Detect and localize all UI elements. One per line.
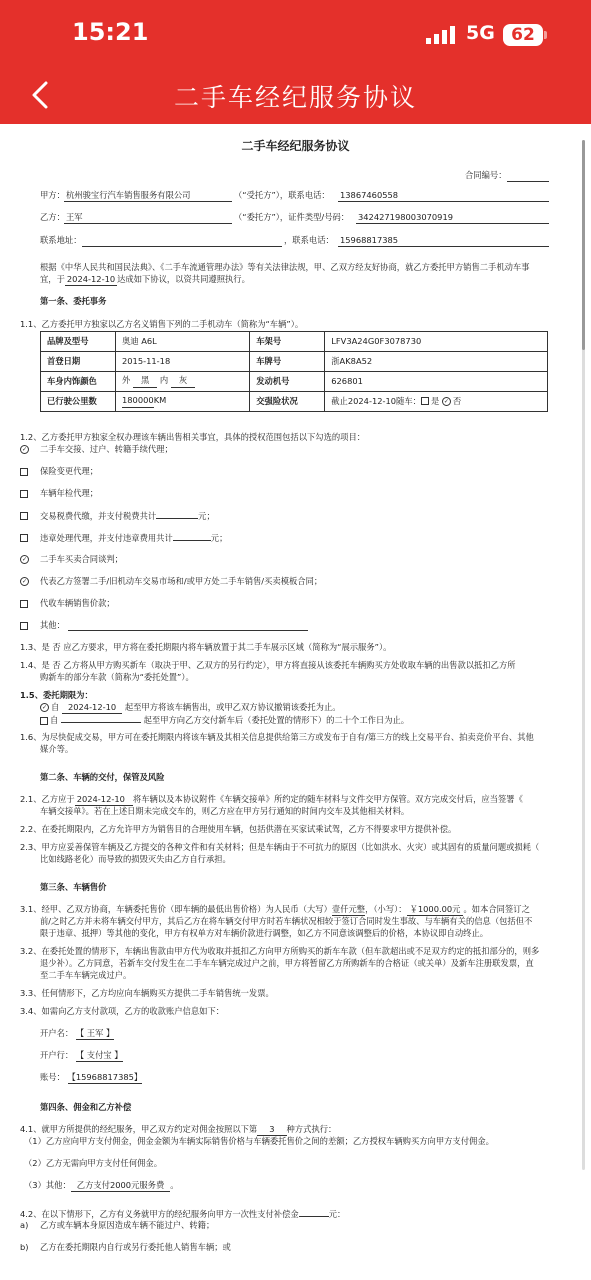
clause-4-2-a: 乙方或车辆本身原因造成车辆不能过户、转籍； (40, 1220, 215, 1230)
party-a-phone: 13867460558 (340, 190, 399, 200)
party-b-name: 王军 (66, 212, 83, 222)
section-3-heading: 第三条、车辆售价 (40, 882, 107, 892)
list-item[interactable]: ✓ (21, 556, 28, 563)
table-row: 已行驶公里数 180000KM 交强险状况 截止2024-12-10随车： 是 ✓ 否 (41, 392, 548, 412)
clause-1-1: 1.1、乙方委托甲方独家以乙方名义销售下列的二手机动车（简称为“车辆”）。 (20, 319, 304, 329)
clause-2-2: 2.2、在委托期限内，乙方允许甲方为销售目的合理使用车辆，包括供潜在买家试乘试驾，乙方不得要求甲方提供补偿。 (20, 824, 457, 834)
contract-no-line (507, 181, 549, 182)
party-b-line (64, 223, 232, 224)
address-phone-label: ，联系电话： (284, 235, 334, 245)
clause-4-2-a-label: a) (20, 1220, 29, 1230)
preamble-line-1: 根据《中华人民共和国民法典》、《二手车流通管理办法》等有关法律法规，甲、乙双方经友好协商，就乙方委托甲方销售二手机动车事 (40, 262, 530, 272)
clause-2-3-line-2: 比如线路老化）而导致的损毁灭失由乙方自行承担。 (40, 854, 231, 864)
checkbox-insurance-no[interactable]: ✓ (443, 397, 449, 405)
clause-1-6-line-1: 1.6、为尽快促成交易，甲方可在委托期限内将该车辆及其相关信息提供给第三方或发布于自有/第三方的线上交易平台、拍卖竞价平台、其他 (20, 732, 534, 742)
status-bar (0, 0, 591, 68)
auth-item-label: 代表乙方签署二手/旧机动车交易市场和/或甲方处二手车销售/买卖模板合同； (40, 576, 323, 586)
table-row: 品牌及型号 奥迪 A6L 车架号 LFV3A24G0F3078730 (41, 332, 548, 352)
clause-1-4-line-2: 购新车的部分车款（简称为“委托处置”）。 (40, 672, 194, 682)
auth-item-label: 二手车交接、过户、转籍手续代理； (40, 444, 173, 454)
list-item[interactable]: ✓ (21, 578, 28, 585)
section-2-heading: 第二条、车辆的交付，保管及风险 (40, 772, 165, 782)
battery-level: 62 (511, 25, 535, 45)
checkbox-insurance-yes[interactable] (421, 397, 429, 405)
network-type: 5G (466, 22, 495, 44)
party-b-id: 342427198003070919 (358, 212, 454, 222)
clause-3-2-line-3: 至二手车车辆完成过户。 (40, 970, 132, 980)
auth-item-label: 车辆年检代理； (40, 488, 99, 498)
clause-4-2: 4.2、在以下情形下，乙方有义务就甲方的经纪服务向甲方一次性支付补偿金 元： (20, 1209, 346, 1219)
clause-2-1-line-2: 车辆交接单》。若在上述日期未完成交车的，则乙方应在甲方另行通知的时间内交车及其他相关材料。 (40, 806, 410, 816)
section-4-heading: 第四条、佣金和乙方补偿 (40, 1102, 132, 1112)
list-item[interactable]: ✓ (21, 446, 28, 453)
clause-1-6-line-2: 媒介等。 (40, 744, 74, 754)
party-b-role: （“委托方”），证件类型/号码： (234, 212, 350, 222)
address-label: 联系地址： (40, 235, 82, 245)
clause-3-2-line-2: 退少补）。乙方同意，若新车交付发生在二手车车辆完成过户之前，甲方将暂留乙方所购新车的合格证（或关单）及新车注册联发票，直 (40, 958, 534, 968)
clause-3-1-line-1: 3.1、经甲、乙双方协商，车辆委托售价（即车辆的最低出售价格）为人民币（大写）壹仟元整，（小写）： ￥1000.00元 。如本合同签订之 (20, 904, 530, 916)
clause-4-2-b: 乙方在委托期限内自行或另行委托他人销售车辆；或 (40, 1242, 231, 1252)
auth-item-label: 保险变更代理； (40, 466, 99, 476)
preamble-line-2: 宜，于 2024-12-10 达成如下协议，以资共同遵照执行。 (40, 274, 250, 286)
account-name: 开户名： 【 王军 】 (40, 1028, 114, 1040)
table-row: 首登日期 2015-11-18 车牌号 浙AK8A52 (41, 352, 548, 372)
party-a-role: （“受托方”），联系电话： (234, 190, 330, 200)
list-item[interactable] (20, 620, 30, 631)
account-number: 账号： 【15968817385】 (40, 1072, 142, 1084)
auth-item-label: 二手车买卖合同谈判； (40, 554, 123, 564)
clause-2-3-line-1: 2.3、甲方应妥善保管车辆及乙方提交的各种文件和有关材料；但是车辆由于不可抗力的原因（比如洪水、火灾）或其固有的质量问题或损耗（ (20, 842, 540, 852)
vehicle-table (40, 331, 548, 412)
clause-4-1-option-1: （1）乙方应向甲方支付佣金，佣金金额为车辆实际销售价格与车辆委托售价之间的差额；乙方授权车辆购买方向甲方支付佣金。 (24, 1136, 494, 1146)
clause-1-2: 1.2、乙方委托甲方独家全权办理该车辆出售相关事宜，具体的授权范围包括以下勾选的项目： (20, 432, 366, 442)
clause-4-1: 4.1、就甲方所提供的经纪服务，甲乙双方约定对佣金按照以下第 3 种方式执行： (20, 1124, 336, 1136)
party-a-name: 杭州骏宝行汽车销售服务有限公司 (66, 190, 191, 200)
scrollbar[interactable] (582, 140, 585, 1170)
address-line (82, 246, 282, 247)
party-a-phone-line (338, 201, 549, 202)
clause-3-3: 3.3、任何情形下，乙方均应向车辆购买方提供二手车销售统一发票。 (20, 988, 274, 998)
battery-nub (544, 31, 547, 39)
list-item[interactable] (20, 532, 30, 543)
list-item[interactable] (20, 488, 30, 499)
nav-title: 二手车经纪服务协议 (173, 83, 417, 112)
contract-no-label: 合同编号： (465, 170, 507, 180)
clause-2-1-line-1: 2.1、乙方应于 2024-12-10 将车辆以及本协议附件《车辆交接单》所约定的随车材料与文件交甲方保管。双方完成交付后，应当签署《 (20, 794, 523, 806)
status-time: 15:21 (72, 18, 149, 46)
clause-3-4: 3.4、如需向乙方支付款项，乙方的收款账户信息如下： (20, 1006, 225, 1016)
party-b-label: 乙方： (40, 212, 65, 222)
auth-item-label: 代收车辆销售价款； (40, 598, 115, 608)
list-item[interactable] (20, 466, 30, 477)
auth-item-label: 交易税费代缴，并支付税费共计 元； (40, 511, 215, 521)
nav-bar (0, 68, 591, 124)
term-option-a[interactable]: ✓ 自 2024-12-10 起至甲方将该车辆售出，或甲乙双方协议撤销该委托为止。 (40, 702, 341, 714)
clause-4-2-b-label: b) (20, 1242, 29, 1252)
clause-4-1-option-3: （3）其他： 乙方支付2000元服务费 。 (24, 1180, 179, 1192)
clause-3-2-line-1: 3.2、在委托处置的情形下，车辆出售款由甲方代为收取并抵扣乙方向甲方所购买的新车车款（但车款超出或不足双方约定的抵扣部分的，则多 (20, 946, 540, 956)
auth-item-label: 其他： (40, 620, 65, 630)
address-phone: 15968817385 (340, 235, 399, 245)
party-a-label: 甲方： (40, 190, 65, 200)
section-1-heading: 第一条、委托事务 (40, 296, 107, 306)
clause-3-1-line-3: 限于违章、抵押）等其他的变化，甲方有权单方对车辆价款进行调整，如乙方不同意该调整后的价格，本协议即自动终止。 (40, 928, 489, 938)
party-a-line (64, 201, 232, 202)
account-bank: 开户行： 【 支付宝 】 (40, 1050, 123, 1062)
clause-3-1-line-2: 前/之时乙方并未将车辆交付甲方，其后乙方在将车辆交付甲方时若车辆状况相较于签订合同时发生事故、与车辆有关的信息（包括但不 (40, 916, 533, 926)
address-phone-line (338, 246, 549, 247)
other-line (68, 630, 308, 631)
signal-icon (426, 26, 458, 44)
doc-title: 二手车经纪服务协议 (241, 139, 350, 153)
battery-icon (503, 24, 543, 46)
clause-4-1-option-2: （2）乙方无需向甲方支付任何佣金。 (24, 1158, 163, 1168)
party-b-id-line (356, 223, 549, 224)
clause-1-4-line-1: 1.4、是 否 乙方将从甲方购买新车（取决于甲、乙双方的另行约定），甲方将直接从该委托车辆购买方处收取车辆的出售款以抵扣乙方所 (20, 660, 516, 670)
table-row: 车身内饰颜色 外 黑 内 灰 发动机号 626801 (41, 372, 548, 392)
clause-1-3: 1.3、是 否 应乙方要求，甲方将在委托期限内将车辆放置于其二手车展示区域（简称为“展示服务”）。 (20, 642, 392, 652)
scrollbar-thumb[interactable] (582, 140, 585, 350)
list-item[interactable] (20, 598, 30, 609)
contract-document[interactable] (0, 124, 591, 1280)
list-item[interactable] (20, 510, 30, 521)
term-option-b[interactable]: 自 起至甲方向乙方交付新车后（委托处置的情形下）的二十个工作日为止。 (40, 714, 409, 726)
clause-1-5: 1.5、委托期限为： (20, 690, 93, 700)
auth-item-label: 违章处理代理，并支付违章费用共计 元； (40, 533, 228, 543)
